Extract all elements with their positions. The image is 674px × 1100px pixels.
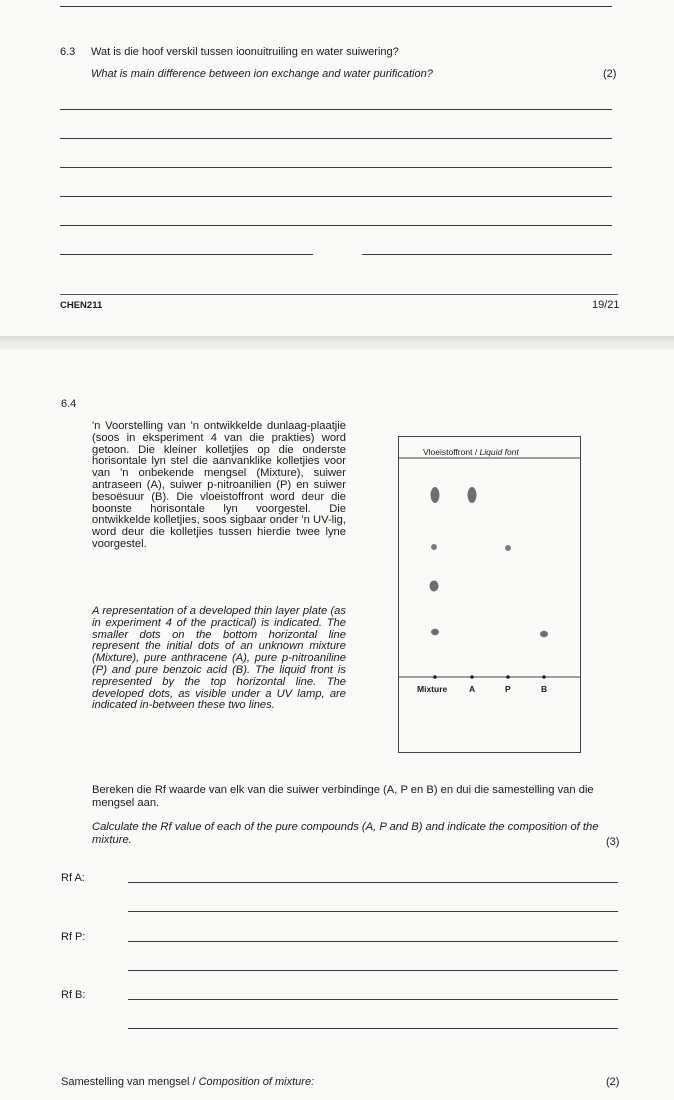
mixture-spot-middle [431, 544, 437, 550]
lane-label-p: P [505, 684, 511, 694]
page-separator [0, 336, 674, 350]
tlc-plate-border [399, 437, 581, 753]
rf-p-answer-line [128, 941, 618, 942]
question-6-3-afrikaans: Wat is die hoof verskil tussen ioonuitruiling en water suiwering? [91, 46, 399, 58]
composition-label-en: Composition of mixture: [198, 1076, 315, 1088]
rf-p-label: Rf P: [61, 931, 86, 943]
footer-page-number: 19/21 [592, 299, 620, 311]
footer-course-code: CHEN211 [60, 300, 103, 311]
question-number-6-4: 6.4 [61, 398, 77, 410]
rf-a-answer-line [128, 882, 618, 883]
lane-label-a: A [469, 684, 476, 694]
paragraph-english: A representation of a developed thin layer plate (as in experiment 4 of the practical) is indicated. The smaller dots on the bottom horizontal line represent the initial dots of an unknown mixture (Mixture), pure anthracene (A), pure p-nitroaniline (P) and pure benzoic acid (B). The liquid front is represented by the top horizontal line. The developed dots, as visible under a UV lamp, are indicated in-between these two lines. [92, 605, 346, 712]
question-6-3-marks: (2) [603, 68, 617, 80]
composition-label [61, 1076, 314, 1089]
tlc-plate-svg [398, 436, 581, 753]
mixture-spot-top [431, 487, 440, 503]
mixture-origin-dot [433, 675, 437, 679]
liquid-front-label-en: Liquid font [479, 447, 519, 457]
composition-marks: (2) [606, 1076, 620, 1088]
rf-b-answer-line [128, 999, 618, 1000]
answer-line [60, 167, 612, 168]
mixture-spot-bottom [431, 629, 439, 635]
answer-line [60, 225, 612, 226]
liquid-front-label [423, 447, 519, 457]
liquid-front-label-af: Vloeistoffront / [423, 447, 480, 457]
footer-divider [60, 294, 618, 295]
rf-b-answer-line-2 [128, 1028, 618, 1029]
anthracene-spot [468, 487, 477, 503]
answer-line [60, 138, 612, 139]
answer-line [362, 254, 612, 255]
p-nitroaniline-spot [505, 545, 511, 551]
rf-a-answer-line-2 [128, 911, 618, 912]
b-origin-dot [542, 675, 546, 679]
lane-label-mixture: Mixture [417, 684, 448, 694]
rf-a-label: Rf A: [61, 872, 85, 884]
calc-instruction-afrikaans: Bereken die Rf waarde van elk van die suiwer verbindinge (A, P en B) en dui die samestelling van die mengsel aan. [92, 784, 594, 809]
paragraph-afrikaans: 'n Voorstelling van 'n ontwikkelde dunlaag-plaatjie (soos in eksperiment 4 van die prakties) word getoon. Die kleiner kolletjies op die onderste horisontale lyn stel die aanvanklike kolletjies voor van 'n onbekende mengsel (Mixture), suiwer antraseen (A), suiwer p-nitroanilien (P) en suiwer besoësuur (B). Die vloeistoffront word deur die boonste horisontale lyn voorgestel. Die ontwikkelde kolletjies, soos sigbaar onder 'n UV-lig, word deur die kolletjies tussen hierdie twee lyne voorgestel. [92, 420, 346, 550]
rf-p-answer-line-2 [128, 970, 618, 971]
question-number-6-3: 6.3 [60, 46, 76, 58]
mixture-spot-lower [430, 581, 439, 592]
answer-line [60, 196, 612, 197]
composition-label-af: Samestelling van mengsel / [61, 1076, 199, 1088]
rf-b-label: Rf B: [61, 989, 86, 1001]
answer-line [60, 254, 313, 255]
benzoic-acid-spot [540, 631, 548, 637]
calc-instruction-english: Calculate the Rf value of each of the pure compounds (A, P and B) and indicate the composition of the mixture. [92, 821, 599, 846]
tlc-plate-diagram [398, 436, 581, 753]
answer-line [60, 109, 612, 110]
question-6-3-english: What is main difference between ion exchange and water purification? [91, 68, 433, 80]
top-answer-line [60, 6, 612, 7]
p-origin-dot [506, 675, 510, 679]
lane-label-b: B [541, 684, 548, 694]
a-origin-dot [470, 675, 474, 679]
calc-marks: (3) [606, 836, 620, 848]
